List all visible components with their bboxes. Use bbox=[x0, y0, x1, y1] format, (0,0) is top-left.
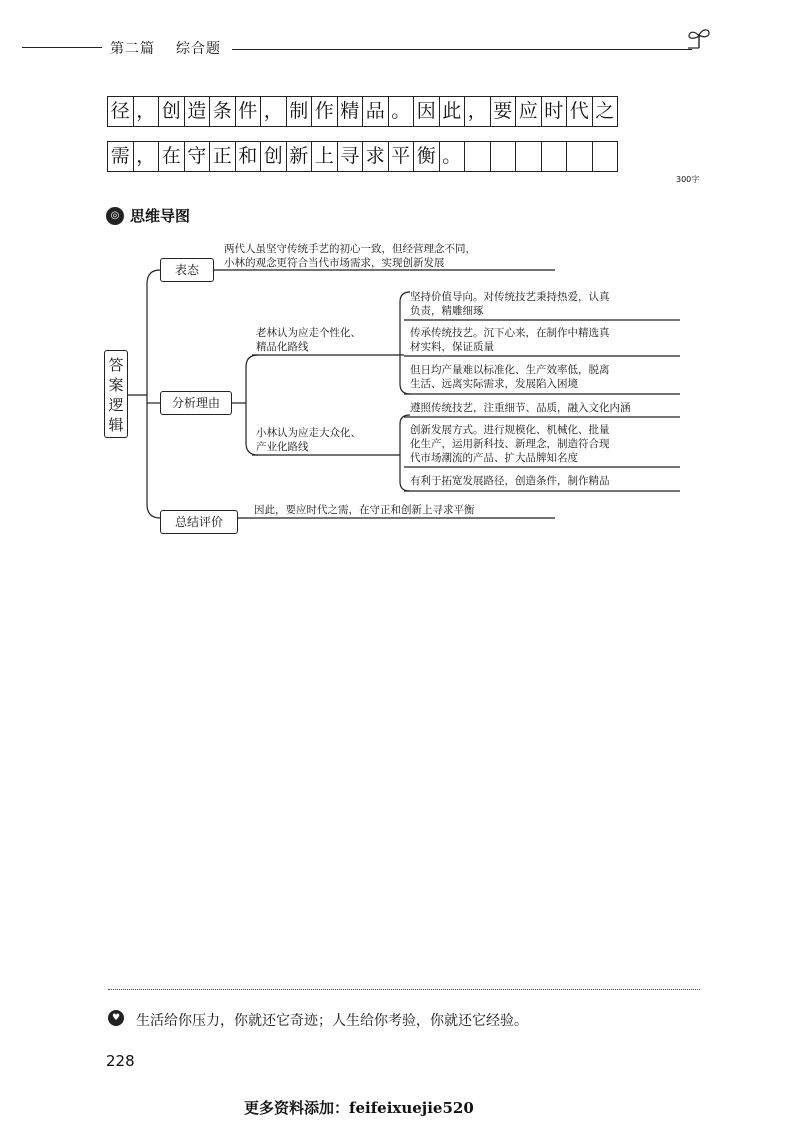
grid-cell: 件 bbox=[235, 96, 262, 127]
grid-cell: 创 bbox=[260, 141, 287, 172]
branch-node-biaotai: 表态 bbox=[160, 258, 214, 282]
laolin-label-2: 精品化路线 bbox=[256, 341, 309, 353]
grid-cell: 之 bbox=[592, 96, 619, 127]
chapter-label: 第二篇 bbox=[110, 41, 155, 57]
grid-cell: 需 bbox=[107, 141, 134, 172]
grid-cell: 作 bbox=[311, 96, 338, 127]
grid-cell: 应 bbox=[515, 96, 542, 127]
footer-divider bbox=[108, 989, 700, 990]
xiaolin-label-2: 产业化路线 bbox=[256, 441, 309, 453]
grid-cell: 时 bbox=[541, 96, 568, 127]
grid-cell: 平 bbox=[388, 141, 415, 172]
laolin-point-2-line-2: 材实料，保证质量 bbox=[410, 341, 494, 353]
xiaolin-point-2-line-3: 代市场潮流的产品、扩大品牌知名度 bbox=[410, 452, 578, 464]
xiaolin-point-2-line-2: 化生产，运用新科技、新理念，制造符合现 bbox=[410, 438, 610, 450]
grid-cell: 代 bbox=[566, 96, 593, 127]
xiaolin-point-1: 遵照传统技艺，注重细节、品质，融入文化内涵 bbox=[410, 402, 631, 414]
section-label: 综合题 bbox=[176, 41, 221, 57]
grid-cell: 精 bbox=[337, 96, 364, 127]
branch-node-fenxi: 分析理由 bbox=[160, 391, 232, 415]
grid-cell: 条 bbox=[209, 96, 236, 127]
grid-cell: 寻 bbox=[337, 141, 364, 172]
grid-cell: 。 bbox=[439, 141, 466, 172]
page-number: 228 bbox=[106, 1052, 135, 1070]
heart-badge-icon: ♥ bbox=[108, 1010, 124, 1026]
motivational-quote: 生活给你压力，你就还它奇迹；人生给你考验，你就还它经验。 bbox=[136, 1013, 528, 1029]
branch-text-biaotai-1: 两代人虽坚守传统手艺的初心一致，但经营理念不同， bbox=[224, 243, 476, 255]
grid-cell: 品 bbox=[362, 96, 389, 127]
grid-cell: 制 bbox=[286, 96, 313, 127]
laolin-point-2-line-1: 传承传统技艺。沉下心来，在制作中精选真 bbox=[410, 327, 610, 339]
grid-cell: 此 bbox=[439, 96, 466, 127]
grid-cell: 求 bbox=[362, 141, 389, 172]
grid-cell: ， bbox=[133, 141, 160, 172]
promo-text: 更多资料添加：feifeixuejie520 bbox=[244, 1099, 474, 1117]
xiaolin-label-1: 小林认为应走大众化、 bbox=[256, 427, 361, 439]
grid-cell: 在 bbox=[158, 141, 185, 172]
branch-text-biaotai-2: 小林的观念更符合当代市场需求，实现创新发展 bbox=[224, 257, 445, 269]
grid-cell: ， bbox=[133, 96, 160, 127]
mind-map-title: 思维导图 bbox=[130, 207, 191, 225]
laolin-point-3-line-2: 生活、远离实际需求，发展陷入困境 bbox=[410, 378, 578, 390]
laolin-point-1-line-2: 负责，精雕细琢 bbox=[410, 305, 484, 317]
branch-text-zongjie: 因此，要应时代之需，在守正和创新上寻求平衡 bbox=[254, 504, 475, 516]
grid-cell: 正 bbox=[209, 141, 236, 172]
laolin-label-1: 老林认为应走个性化、 bbox=[256, 327, 361, 339]
grid-cell: 创 bbox=[158, 96, 185, 127]
grid-cell: 守 bbox=[184, 141, 211, 172]
mind-map-connectors bbox=[0, 0, 800, 560]
grid-cell: 和 bbox=[235, 141, 262, 172]
grid-cell: 。 bbox=[388, 96, 415, 127]
grid-cell: ， bbox=[464, 96, 491, 127]
grid-cell: 衡 bbox=[413, 141, 440, 172]
xiaolin-point-3: 有利于拓宽发展路径，创造条件，制作精品 bbox=[410, 475, 610, 487]
branch-node-zongjie: 总结评价 bbox=[160, 510, 238, 534]
grid-cell: 要 bbox=[490, 96, 517, 127]
grid-cell: ， bbox=[260, 96, 287, 127]
mind-map-badge-icon: ◎ bbox=[106, 207, 124, 225]
grid-cell: 径 bbox=[107, 96, 134, 127]
laolin-point-3-line-1: 但日均产量难以标准化、生产效率低，脱离 bbox=[410, 364, 610, 376]
grid-cell: 上 bbox=[311, 141, 338, 172]
grid-cell: 因 bbox=[413, 96, 440, 127]
mind-map-root-node: 答 案 逻 辑 bbox=[104, 350, 128, 438]
xiaolin-point-2-line-1: 创新发展方式。进行规模化、机械化、批量 bbox=[410, 424, 610, 436]
laolin-point-1-line-1: 坚持价值导向。对传统技艺秉持热爱，认真 bbox=[410, 291, 610, 303]
grid-cell: 新 bbox=[286, 141, 313, 172]
word-count-label: 300字 bbox=[676, 175, 700, 184]
grid-cell: 造 bbox=[184, 96, 211, 127]
